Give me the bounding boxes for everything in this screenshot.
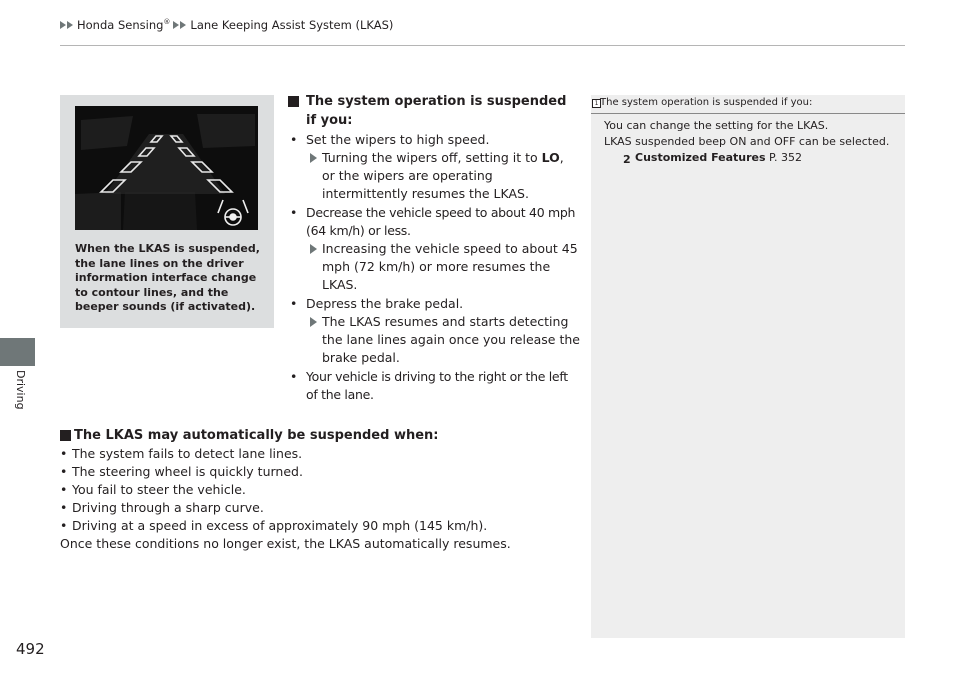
list-item: • The steering wheel is quickly turned.	[60, 463, 580, 481]
list-item: • Set the wipers to high speed.	[288, 131, 580, 149]
note-icon: 1	[592, 99, 601, 108]
square-bullet-icon	[288, 96, 299, 107]
sidenote-body	[604, 118, 899, 166]
list-item: • Depress the brake pedal.	[288, 295, 580, 313]
triangle-icon	[60, 21, 66, 29]
list-item: • Decrease the vehicle speed to about 40 mph (64 km/h) or less.	[288, 204, 580, 240]
list-item: • Driving through a sharp curve.	[60, 499, 580, 517]
sidenote-panel	[591, 95, 905, 638]
arrow-icon	[310, 317, 317, 327]
list-item: • The system fails to detect lane lines.	[60, 445, 580, 463]
page-number: 492	[16, 640, 45, 658]
section-heading: The LKAS may automatically be suspended when:	[60, 426, 580, 445]
arrow-icon	[310, 153, 317, 163]
breadcrumb-part-2[interactable]: Lane Keeping Assist System (LKAS)	[190, 18, 394, 32]
cross-reference-link[interactable]: 2 Customized Features P. 352	[623, 151, 802, 166]
lane-contour-icon	[75, 106, 258, 230]
breadcrumb	[60, 18, 393, 32]
list-subitem: Increasing the vehicle speed to about 45 mph (72 km/h) or more resumes the LKAS.	[288, 240, 580, 294]
list-subitem: Turning the wipers off, setting it to LO, or the wipers are operating intermittently resumes the LKAS.	[288, 149, 580, 203]
breadcrumb-part-1[interactable]: Honda Sensing®	[77, 18, 171, 32]
paragraph: Once these conditions no longer exist, the LKAS automatically resumes.	[60, 536, 511, 551]
section-tab	[0, 338, 35, 366]
list-subitem: The LKAS resumes and starts detecting the lane lines again once you release the brake pedal.	[288, 313, 580, 367]
section-tab-label: Driving	[14, 370, 27, 410]
sidenote-line: LKAS suspended beep ON and OFF can be selected.	[604, 135, 890, 148]
triangle-icon	[173, 21, 179, 29]
reference-icon: 2	[623, 153, 631, 166]
triangle-icon	[67, 21, 73, 29]
arrow-icon	[310, 244, 317, 254]
header-rule	[60, 45, 905, 46]
list-item: • You fail to steer the vehicle.	[60, 481, 580, 499]
figure-caption: When the LKAS is suspended, the lane lines on the driver information interface change to contour lines, and the beeper sounds (if activated).	[75, 242, 260, 313]
triangle-icon	[180, 21, 186, 29]
sidenote-title: The system operation is suspended if you:	[600, 97, 813, 108]
square-bullet-icon	[60, 430, 71, 441]
lower-section	[60, 426, 580, 553]
list-item: • Driving at a speed in excess of approximately 90 mph (145 km/h).	[60, 517, 580, 535]
list-item: • Your vehicle is driving to the right or the left of the lane.	[288, 368, 580, 404]
main-column	[288, 92, 580, 404]
section-heading: The system operation is suspended if you:	[288, 92, 580, 130]
lkas-display-image	[75, 106, 258, 230]
sidenote-line: You can change the setting for the LKAS.	[604, 119, 829, 132]
